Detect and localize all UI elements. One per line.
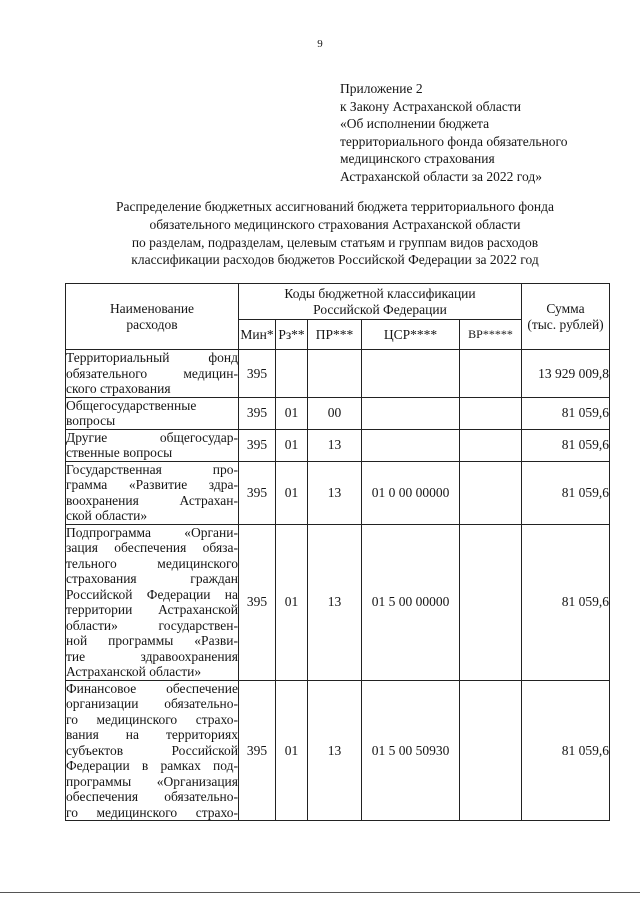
row-name-line: обязательного медицин- <box>66 365 238 381</box>
row-name-line: ственные вопросы <box>66 445 173 460</box>
cell-rz: 01 <box>276 429 308 461</box>
cell-min: 395 <box>239 524 276 680</box>
header-sum <box>522 284 610 350</box>
cell-vr <box>460 429 522 461</box>
row-name-line: ской области» <box>66 508 148 523</box>
cell-pr <box>308 350 362 398</box>
header-name-line: Наименование <box>109 301 195 316</box>
appendix-line: Астраханской области за 2022 год» <box>340 168 542 184</box>
cell-csr: 01 0 00 00000 <box>362 461 460 524</box>
budget-table <box>65 283 610 821</box>
row-name-line: тие здравоохранения <box>66 648 238 664</box>
row-name-line: го медицинского страхо- <box>66 711 238 727</box>
row-name-line: территории Астраханской <box>66 602 238 617</box>
row-name-line: обеспечения обязательно- <box>66 789 238 804</box>
row-name-line: грамма «Развитие здра- <box>66 477 238 492</box>
appendix-line: «Об исполнении бюджета <box>340 116 490 131</box>
header-sum-line: (тыс. рублей) <box>527 316 604 332</box>
cell-rz <box>276 350 308 398</box>
header-vr: ВР***** <box>460 320 522 350</box>
cell-vr <box>460 524 522 680</box>
row-name-line: Астраханской области» <box>66 664 202 679</box>
table-row <box>66 461 610 524</box>
appendix-line: к Закону Астраханской области <box>340 98 522 114</box>
row-name-line: вания на территориях <box>66 727 238 742</box>
cell-min: 395 <box>239 461 276 524</box>
row-name-line: ского страхования <box>66 381 171 396</box>
row-name-line: организации обязательно- <box>66 696 238 711</box>
cell-vr <box>460 350 522 398</box>
cell-vr <box>460 680 522 821</box>
title-line: классификации расходов бюджетов Российской Федерации за 2022 год <box>131 252 539 268</box>
row-name-line: Территориальный фонд <box>66 350 238 365</box>
row-name-line: программы «Организация <box>66 773 238 789</box>
page-number: 9 <box>317 38 323 50</box>
row-name-line: Общегосударственные <box>66 397 197 413</box>
header-name <box>66 284 239 350</box>
cell-pr: 00 <box>308 397 362 429</box>
row-name-line: Федерации в рамках под- <box>66 758 238 773</box>
cell-rz: 01 <box>276 680 308 821</box>
table-row <box>66 350 610 398</box>
cell-pr: 13 <box>308 429 362 461</box>
table-row <box>66 524 610 680</box>
cell-min: 395 <box>239 397 276 429</box>
cell-sum: 81 059,6 <box>522 461 610 524</box>
cell-min: 395 <box>239 429 276 461</box>
row-name-line: области» государствен- <box>66 617 238 633</box>
row-name <box>66 429 239 461</box>
header-codes-line: Российской Федерации <box>313 301 447 317</box>
cell-pr: 13 <box>308 680 362 821</box>
table-row <box>66 429 610 461</box>
header-rz: Рз** <box>276 320 308 350</box>
row-name <box>66 350 239 398</box>
row-name-line: Подпрограмма «Органи- <box>66 524 238 540</box>
document-title <box>60 198 610 269</box>
title-line: обязательного медицинского страхования Астраханской области <box>149 216 521 232</box>
row-name-line: зация обеспечения обяза- <box>66 540 238 555</box>
cell-sum: 81 059,6 <box>522 429 610 461</box>
cell-sum: 81 059,6 <box>522 397 610 429</box>
row-name-line: воохранения Астрахан- <box>66 492 238 508</box>
cell-sum: 81 059,6 <box>522 680 610 821</box>
cell-rz: 01 <box>276 397 308 429</box>
cell-sum: 13 929 009,8 <box>522 350 610 398</box>
cell-rz: 01 <box>276 461 308 524</box>
row-name <box>66 461 239 524</box>
appendix-block <box>340 80 568 185</box>
cell-csr <box>362 429 460 461</box>
header-sum-line: Сумма <box>546 301 585 316</box>
row-name-line: Финансовое обеспечение <box>66 680 238 696</box>
row-name <box>66 397 239 429</box>
title-line: по разделам, подразделам, целевым статьям и группам видов расходов <box>131 234 539 250</box>
header-csr: ЦСР**** <box>362 320 460 350</box>
row-name-line: го медицинского страхо- <box>66 804 238 820</box>
cell-csr <box>362 350 460 398</box>
row-name-line: ной программы «Разви- <box>66 633 238 648</box>
row-name-line: Государственная про- <box>66 461 238 477</box>
cell-min: 395 <box>239 680 276 821</box>
table-row <box>66 397 610 429</box>
row-name <box>66 524 239 680</box>
appendix-line: территориального фонда обязательного <box>340 133 568 149</box>
table-header-row <box>66 284 610 320</box>
row-name-line: Российской Федерации на <box>66 586 238 602</box>
row-name <box>66 680 239 821</box>
cell-pr: 13 <box>308 461 362 524</box>
cell-csr <box>362 397 460 429</box>
appendix-line: медицинского страхования <box>340 151 495 166</box>
cell-vr <box>460 461 522 524</box>
cell-sum: 81 059,6 <box>522 524 610 680</box>
row-name-line: тельного медицинского <box>66 555 238 571</box>
row-name-line: Другие общегосудар- <box>66 429 238 445</box>
row-name-line: вопросы <box>66 413 116 428</box>
row-name-line: субъектов Российской <box>66 742 238 758</box>
header-pr: ПР*** <box>308 320 362 350</box>
header-name-line: расходов <box>126 316 178 332</box>
cell-csr: 01 5 00 50930 <box>362 680 460 821</box>
appendix-line: Приложение 2 <box>340 81 423 96</box>
cell-pr: 13 <box>308 524 362 680</box>
cell-csr: 01 5 00 00000 <box>362 524 460 680</box>
row-name-line: страхования граждан <box>66 571 238 586</box>
cell-min: 395 <box>239 350 276 398</box>
cell-vr <box>460 397 522 429</box>
title-line: Распределение бюджетных ассигнований бюджета территориального фонда <box>116 199 554 214</box>
cell-rz: 01 <box>276 524 308 680</box>
table-row <box>66 680 610 821</box>
header-codes-line: Коды бюджетной классификации <box>284 286 476 301</box>
header-min: Мин* <box>239 320 276 350</box>
page-bottom-rule <box>0 892 640 893</box>
header-codes-group <box>239 284 522 320</box>
